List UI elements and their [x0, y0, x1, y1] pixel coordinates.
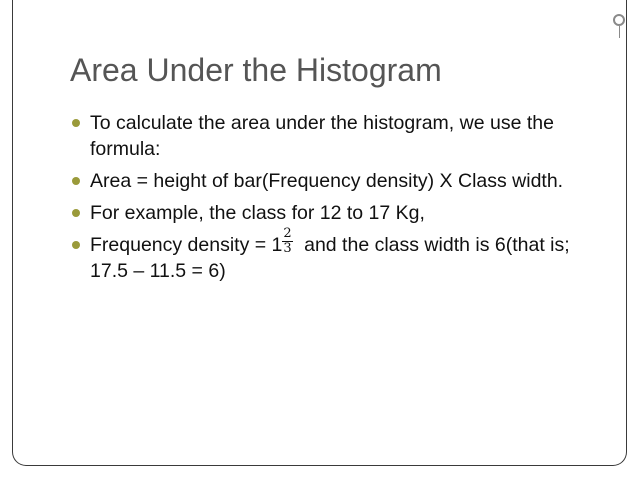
bullet-item: [72, 226, 592, 284]
bullet-item: [72, 168, 592, 194]
frame-edge: [12, 0, 13, 10]
bullet-dot-icon: [72, 177, 80, 185]
bullet-text-prefix: Frequency density = 1: [90, 234, 283, 256]
bullet-text-suffix: and the class width is 6(that is; 17.5 – 11.5 = 6): [90, 234, 570, 282]
bullet-list: [72, 110, 592, 290]
bullet-dot-icon: [72, 209, 80, 217]
bullet-text: Area = height of bar(Frequency density) X Class width.: [90, 170, 564, 192]
fraction-denominator: 3: [283, 241, 292, 257]
bullet-text: To calculate the area under the histogram, we use the formula:: [90, 112, 554, 160]
bullet-dot-icon: [72, 241, 80, 249]
bullet-text: For example, the class for 12 to 17 Kg,: [90, 202, 425, 224]
decorative-connector: [619, 26, 620, 38]
bullet-dot-icon: [72, 119, 80, 127]
bullet-item: [72, 110, 592, 162]
bullet-item: [72, 200, 592, 226]
fraction-numerator: 2: [283, 226, 292, 242]
fraction: [282, 227, 292, 256]
slide-title: Area Under the Histogram: [70, 52, 442, 88]
decorative-circle-icon: [613, 14, 625, 26]
